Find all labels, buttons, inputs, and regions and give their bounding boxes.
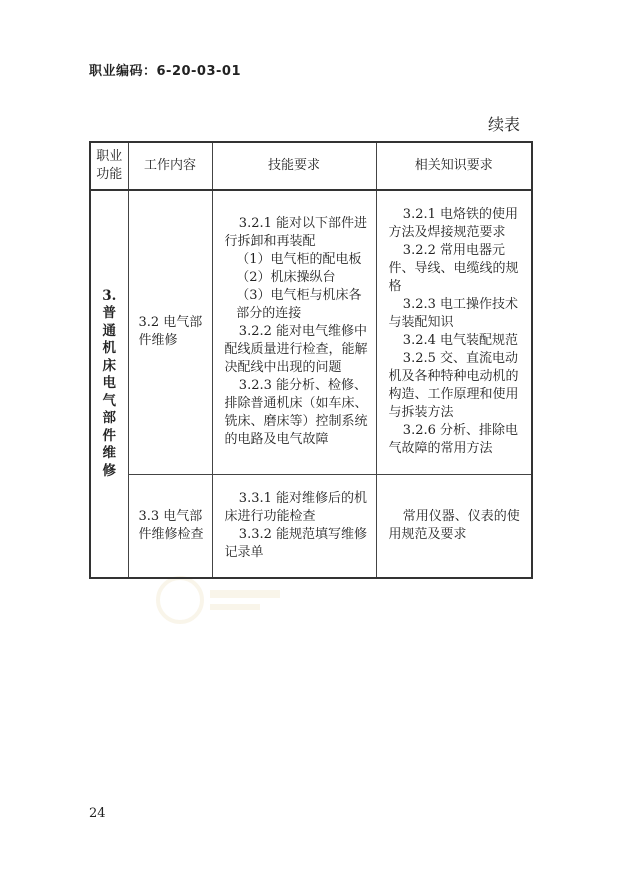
watermark-logo	[150, 570, 290, 630]
knowledge-line: 3.2.2 常用电器元件、导线、电缆线的规格	[388, 243, 519, 295]
function-cell: 3.普通机床电气部件维修	[90, 190, 128, 578]
knowledge-cell	[376, 474, 532, 578]
skill-line: （2）机床操纵台	[236, 270, 336, 286]
table-row	[90, 190, 532, 474]
knowledge-line: 3.2.1 电烙铁的使用方法及焊接规范要求	[388, 207, 519, 241]
header-knowledge: 相关知识要求	[376, 142, 532, 190]
skill-line: （3）电气柜与机床各部分的连接	[236, 288, 362, 322]
table-row	[90, 474, 532, 578]
content-cell: 3.3 电气部件维修检查	[128, 474, 212, 578]
skill-line: 3.2.2 能对电气维修中配线质量进行检查，能解决配线中出现的问题	[224, 324, 368, 376]
skill-line: 3.3.1 能对维修后的机床进行功能检查	[224, 490, 368, 524]
knowledge-line: 3.2.3 电工操作技术与装配知识	[388, 297, 519, 331]
skill-cell	[212, 190, 376, 474]
knowledge-line: 3.2.5 交、直流电动机及各种特种电动机的构造、工作原理和使用与拆装方法	[388, 351, 519, 421]
content-cell: 3.2 电气部件维修	[128, 190, 212, 474]
skill-line: 3.2.1 能对以下部件进行拆卸和再装配	[224, 216, 368, 250]
knowledge-line: 3.2.4 电气装配规范	[402, 333, 519, 349]
header-skill: 技能要求	[212, 142, 376, 190]
page-number: 24	[89, 806, 106, 821]
header-content: 工作内容	[128, 142, 212, 190]
knowledge-cell	[376, 190, 532, 474]
skill-line: 3.2.3 能分析、检修、排除普通机床（如车床、铣床、磨床等）控制系统的电路及电气故障	[224, 378, 368, 448]
skill-requirements-table	[89, 141, 533, 579]
continued-table-label: 续表	[488, 115, 521, 134]
skill-cell	[212, 474, 376, 578]
table-header-row	[90, 142, 532, 190]
header-function: 职业功能	[90, 142, 128, 190]
knowledge-line: 3.2.6 分析、排除电气故障的常用方法	[388, 423, 519, 457]
knowledge-line: 常用仪器、仪表的使用规范及要求	[388, 508, 520, 542]
skill-line: （1）电气柜的配电板	[236, 252, 362, 268]
skill-line: 3.3.2 能规范填写维修记录单	[224, 526, 368, 560]
occupation-code: 职业编码：6-20-03-01	[89, 64, 242, 79]
